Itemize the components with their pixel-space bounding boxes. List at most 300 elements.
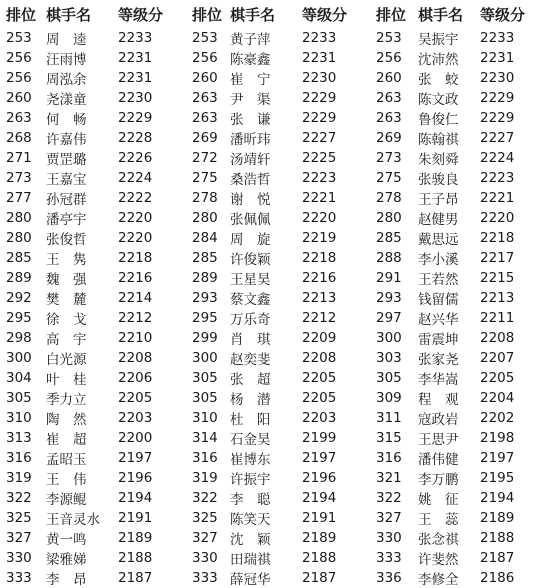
rank-cell: 316 [376, 450, 402, 466]
rank-cell: 298 [6, 330, 32, 346]
rating-cell: 2208 [480, 330, 515, 346]
rank-cell: 305 [192, 370, 218, 386]
rating-cell: 2229 [302, 90, 337, 106]
player-name-cell: 寇政岩 [418, 412, 459, 428]
rank-cell: 268 [6, 130, 32, 146]
rating-cell: 2205 [302, 370, 337, 386]
player-name-cell: 许俊颖 [230, 252, 271, 268]
rank-cell: 288 [376, 250, 402, 266]
table-row [370, 188, 534, 208]
rank-header: 排位 [192, 5, 223, 24]
table-row [0, 348, 186, 368]
table-row [370, 548, 534, 568]
player-name-cell: 潘亭宇 [46, 212, 87, 228]
table-row [186, 168, 370, 188]
table-row [370, 388, 534, 408]
table-row [370, 468, 534, 488]
table-row [186, 428, 370, 448]
player-name-cell: 李 聪 [230, 492, 271, 508]
rank-cell: 322 [376, 490, 402, 506]
rating-cell: 2187 [302, 570, 337, 586]
rating-cell: 2233 [302, 30, 337, 46]
rating-cell: 2195 [480, 470, 515, 486]
player-name-cell: 张家尧 [418, 352, 459, 368]
player-name-cell: 姚 征 [418, 492, 459, 508]
rank-cell: 263 [376, 110, 402, 126]
player-name-cell: 程 观 [418, 392, 459, 408]
rank-cell: 327 [376, 510, 402, 526]
player-name-cell: 许振宇 [230, 472, 271, 488]
rank-cell: 273 [6, 170, 32, 186]
player-name-cell: 王星昊 [230, 272, 271, 288]
rank-cell: 284 [192, 230, 218, 246]
table-row [0, 228, 186, 248]
rank-cell: 299 [192, 330, 218, 346]
player-name-cell: 李源鲲 [46, 492, 87, 508]
rank-cell: 309 [376, 390, 402, 406]
rating-cell: 2213 [480, 290, 515, 306]
rank-cell: 333 [376, 550, 402, 566]
table-row [370, 488, 534, 508]
rank-cell: 260 [192, 70, 218, 86]
rating-cell: 2224 [480, 150, 515, 166]
table-row [186, 208, 370, 228]
player-name-cell: 鲁俊仁 [418, 112, 459, 128]
player-name-cell: 钱留儒 [418, 292, 459, 308]
table-row [186, 48, 370, 68]
table-row [370, 508, 534, 528]
table-row [186, 568, 370, 588]
rank-cell: 289 [192, 270, 218, 286]
rating-cell: 2205 [118, 390, 153, 406]
rank-cell: 278 [192, 190, 218, 206]
player-name-cell: 张 超 [230, 372, 271, 388]
score-header: 等级分 [118, 5, 164, 24]
player-name-cell: 高 宇 [46, 332, 87, 348]
rating-cell: 2194 [480, 490, 515, 506]
rank-cell: 272 [192, 150, 218, 166]
table-row [0, 68, 186, 88]
table-row [186, 268, 370, 288]
player-name-cell: 尧漾童 [46, 92, 87, 108]
player-name-cell: 李 昂 [46, 572, 87, 588]
table-row [186, 488, 370, 508]
rank-cell: 275 [192, 170, 218, 186]
rating-cell: 2212 [302, 310, 337, 326]
rating-cell: 2221 [302, 190, 337, 206]
rank-cell: 330 [376, 530, 402, 546]
table-row [370, 528, 534, 548]
rank-header: 排位 [6, 5, 37, 24]
table-row [186, 28, 370, 48]
player-name-cell: 周 旋 [230, 232, 271, 248]
rating-cell: 2191 [302, 510, 337, 526]
player-name-cell: 王 蕊 [418, 512, 459, 528]
name-header: 棋手名 [46, 5, 92, 24]
rank-cell: 253 [6, 30, 32, 46]
player-name-cell: 许嘉伟 [46, 132, 87, 148]
table-row [186, 368, 370, 388]
player-name-cell: 薛冠华 [230, 572, 271, 588]
rating-cell: 2223 [302, 170, 337, 186]
rank-cell: 316 [6, 450, 32, 466]
player-name-cell: 陈文政 [418, 92, 459, 108]
table-row [370, 348, 534, 368]
table-row [370, 308, 534, 328]
column-group-3 [370, 0, 534, 588]
table-row [370, 268, 534, 288]
table-row [0, 188, 186, 208]
table-row [186, 88, 370, 108]
table-row [0, 388, 186, 408]
rating-cell: 2210 [118, 330, 153, 346]
rating-cell: 2213 [302, 290, 337, 306]
score-header: 等级分 [302, 5, 348, 24]
rank-header: 排位 [376, 5, 407, 24]
rating-cell: 2197 [480, 450, 515, 466]
player-name-cell: 谢 悦 [230, 192, 271, 208]
rating-cell: 2216 [118, 270, 153, 286]
rating-cell: 2187 [118, 570, 153, 586]
player-name-cell: 王 隽 [46, 252, 87, 268]
player-name-cell: 崔博东 [230, 452, 271, 468]
rating-cell: 2214 [118, 290, 153, 306]
rating-cell: 2226 [118, 150, 153, 166]
player-name-cell: 陶 然 [46, 412, 87, 428]
rank-cell: 325 [6, 510, 32, 526]
rating-cell: 2203 [302, 410, 337, 426]
table-row [186, 68, 370, 88]
rank-cell: 293 [192, 290, 218, 306]
rating-cell: 2198 [480, 430, 515, 446]
player-name-cell: 潘伟健 [418, 452, 459, 468]
rank-cell: 322 [6, 490, 32, 506]
player-name-cell: 李华嵩 [418, 372, 459, 388]
rating-cell: 2188 [480, 530, 515, 546]
player-name-cell: 梁雅娣 [46, 552, 87, 568]
player-name-cell: 周泓余 [46, 72, 87, 88]
table-row [0, 108, 186, 128]
rank-cell: 305 [6, 390, 32, 406]
player-name-cell: 黄一鸣 [46, 532, 87, 548]
rating-cell: 2229 [302, 110, 337, 126]
player-name-cell: 雷震坤 [418, 332, 459, 348]
rank-cell: 330 [6, 550, 32, 566]
rating-cell: 2225 [302, 150, 337, 166]
player-name-cell: 汤靖轩 [230, 152, 271, 168]
rank-cell: 304 [6, 370, 32, 386]
player-name-cell: 张 谦 [230, 112, 271, 128]
table-row [0, 148, 186, 168]
rating-cell: 2220 [118, 210, 153, 226]
rating-cell: 2218 [480, 230, 515, 246]
player-name-cell: 田瑞祺 [230, 552, 271, 568]
table-row [370, 328, 534, 348]
rating-cell: 2205 [480, 370, 515, 386]
rank-cell: 280 [192, 210, 218, 226]
player-name-cell: 潘昕玮 [230, 132, 271, 148]
table-row [0, 508, 186, 528]
table-row [370, 88, 534, 108]
table-row [370, 168, 534, 188]
player-name-cell: 吴振宇 [418, 32, 459, 48]
name-header: 棋手名 [418, 5, 464, 24]
rank-cell: 327 [192, 530, 218, 546]
player-name-cell: 李小溪 [418, 252, 459, 268]
player-name-cell: 王音灵水 [46, 512, 100, 528]
player-name-cell: 李修全 [418, 572, 459, 588]
rating-cell: 2230 [118, 90, 153, 106]
rank-cell: 269 [376, 130, 402, 146]
table-row [370, 568, 534, 588]
player-name-cell: 赵奕斐 [230, 352, 271, 368]
table-row [186, 188, 370, 208]
player-name-cell: 万乐奇 [230, 312, 271, 328]
rank-cell: 269 [192, 130, 218, 146]
rank-cell: 285 [192, 250, 218, 266]
rating-cell: 2209 [302, 330, 337, 346]
rating-cell: 2233 [480, 30, 515, 46]
player-name-cell: 赵兴华 [418, 312, 459, 328]
table-row [370, 128, 534, 148]
rating-cell: 2230 [480, 70, 515, 86]
rating-cell: 2208 [302, 350, 337, 366]
table-row [370, 428, 534, 448]
table-row [186, 508, 370, 528]
score-header: 等级分 [480, 5, 526, 24]
table-row [0, 48, 186, 68]
rating-cell: 2221 [480, 190, 515, 206]
player-name-cell: 贾罡璐 [46, 152, 87, 168]
rank-cell: 297 [376, 310, 402, 326]
player-name-cell: 陈豪鑫 [230, 52, 271, 68]
table-row [370, 108, 534, 128]
rank-cell: 333 [6, 570, 32, 586]
table-row [370, 148, 534, 168]
table-row [370, 408, 534, 428]
rank-cell: 293 [376, 290, 402, 306]
player-name-cell: 张 蛟 [418, 72, 459, 88]
rank-cell: 314 [192, 430, 218, 446]
rating-cell: 2229 [480, 110, 515, 126]
player-name-cell: 张佩佩 [230, 212, 271, 228]
rank-cell: 263 [192, 90, 218, 106]
rating-cell: 2186 [480, 570, 515, 586]
rating-cell: 2231 [480, 50, 515, 66]
player-name-cell: 蔡文鑫 [230, 292, 271, 308]
rating-cell: 2205 [302, 390, 337, 406]
table-row [0, 488, 186, 508]
rank-cell: 300 [6, 350, 32, 366]
rating-cell: 2197 [302, 450, 337, 466]
player-name-cell: 沈 颖 [230, 532, 271, 548]
rating-cell: 2223 [480, 170, 515, 186]
rating-cell: 2231 [118, 50, 153, 66]
rating-cell: 2212 [118, 310, 153, 326]
rank-cell: 289 [6, 270, 32, 286]
table-row [186, 108, 370, 128]
player-name-cell: 陈笑天 [230, 512, 271, 528]
rating-cell: 2218 [118, 250, 153, 266]
table-row [0, 568, 186, 588]
player-name-cell: 王子昂 [418, 192, 459, 208]
table-row [0, 328, 186, 348]
table-row [0, 88, 186, 108]
rating-cell: 2211 [480, 310, 515, 326]
table-row [0, 268, 186, 288]
table-row [186, 228, 370, 248]
rating-cell: 2220 [302, 210, 337, 226]
table-row [0, 288, 186, 308]
player-name-cell: 戴思远 [418, 232, 459, 248]
rating-cell: 2215 [480, 270, 515, 286]
player-name-cell: 李万鹏 [418, 472, 459, 488]
rank-cell: 305 [192, 390, 218, 406]
rank-cell: 256 [192, 50, 218, 66]
table-row [0, 368, 186, 388]
rating-cell: 2219 [302, 230, 337, 246]
player-name-cell: 杜 阳 [230, 412, 271, 428]
player-name-cell: 赵健男 [418, 212, 459, 228]
rating-cell: 2220 [480, 210, 515, 226]
player-name-cell: 叶 桂 [46, 372, 87, 388]
rank-cell: 285 [6, 250, 32, 266]
rank-cell: 280 [6, 230, 32, 246]
table-row [370, 228, 534, 248]
table-row [186, 448, 370, 468]
rating-cell: 2206 [118, 370, 153, 386]
table-row [370, 248, 534, 268]
rank-cell: 291 [376, 270, 402, 286]
rating-cell: 2197 [118, 450, 153, 466]
player-name-cell: 陈翰祺 [418, 132, 459, 148]
table-row [0, 528, 186, 548]
rank-cell: 316 [192, 450, 218, 466]
table-row [370, 288, 534, 308]
rating-cell: 2200 [118, 430, 153, 446]
table-row [0, 168, 186, 188]
player-name-cell: 肖 琪 [230, 332, 271, 348]
rank-cell: 313 [6, 430, 32, 446]
rating-cell: 2231 [302, 50, 337, 66]
rank-cell: 280 [376, 210, 402, 226]
table-row [186, 388, 370, 408]
rank-cell: 295 [192, 310, 218, 326]
rank-cell: 311 [376, 410, 402, 426]
table-row [186, 468, 370, 488]
header-row [0, 0, 186, 28]
rating-cell: 2203 [118, 410, 153, 426]
player-name-cell: 张骏良 [418, 172, 459, 188]
rank-cell: 327 [6, 530, 32, 546]
table-row [0, 548, 186, 568]
rank-cell: 336 [376, 570, 402, 586]
player-name-cell: 朱刻舜 [418, 152, 459, 168]
rank-cell: 256 [6, 70, 32, 86]
name-header: 棋手名 [230, 5, 276, 24]
rank-cell: 315 [376, 430, 402, 446]
rank-cell: 325 [192, 510, 218, 526]
rating-cell: 2233 [118, 30, 153, 46]
rank-cell: 253 [192, 30, 218, 46]
rating-cell: 2191 [118, 510, 153, 526]
rating-cell: 2231 [118, 70, 153, 86]
rank-cell: 321 [376, 470, 402, 486]
table-row [0, 28, 186, 48]
rank-cell: 285 [376, 230, 402, 246]
player-name-cell: 樊 麓 [46, 292, 87, 308]
player-name-cell: 周 逵 [46, 32, 87, 48]
player-name-cell: 孙冠群 [46, 192, 87, 208]
header-row [370, 0, 534, 28]
rank-cell: 256 [376, 50, 402, 66]
player-name-cell: 王嘉宝 [46, 172, 87, 188]
rank-cell: 253 [376, 30, 402, 46]
player-name-cell: 魏 强 [46, 272, 87, 288]
rank-cell: 310 [6, 410, 32, 426]
player-name-cell: 黄子萍 [230, 32, 271, 48]
player-name-cell: 汪雨博 [46, 52, 87, 68]
rank-cell: 295 [6, 310, 32, 326]
rating-cell: 2194 [302, 490, 337, 506]
table-row [186, 288, 370, 308]
rating-cell: 2196 [118, 470, 153, 486]
rating-cell: 2229 [118, 110, 153, 126]
rank-cell: 278 [376, 190, 402, 206]
rank-cell: 292 [6, 290, 32, 306]
rating-cell: 2188 [118, 550, 153, 566]
rank-cell: 330 [192, 550, 218, 566]
player-name-cell: 石金昊 [230, 432, 271, 448]
rating-cell: 2222 [118, 190, 153, 206]
player-name-cell: 孟昭玉 [46, 452, 87, 468]
table-row [370, 368, 534, 388]
rating-cell: 2194 [118, 490, 153, 506]
rank-cell: 322 [192, 490, 218, 506]
table-row [0, 308, 186, 328]
rank-cell: 263 [6, 110, 32, 126]
player-name-cell: 王 伟 [46, 472, 87, 488]
table-row [186, 348, 370, 368]
player-name-cell: 何 畅 [46, 112, 87, 128]
player-name-cell: 王若然 [418, 272, 459, 288]
rank-cell: 310 [192, 410, 218, 426]
rating-cell: 2199 [302, 430, 337, 446]
rank-cell: 300 [376, 330, 402, 346]
rank-cell: 319 [6, 470, 32, 486]
player-name-cell: 张俊哲 [46, 232, 87, 248]
table-row [0, 128, 186, 148]
rating-cell: 2227 [480, 130, 515, 146]
rating-cell: 2202 [480, 410, 515, 426]
rating-cell: 2189 [480, 510, 515, 526]
table-row [186, 408, 370, 428]
player-name-cell: 徐 戈 [46, 312, 87, 328]
table-row [0, 428, 186, 448]
table-row [370, 48, 534, 68]
table-row [370, 68, 534, 88]
player-name-cell: 崔 宁 [230, 72, 271, 88]
rating-cell: 2188 [302, 550, 337, 566]
rank-cell: 300 [192, 350, 218, 366]
table-row [0, 248, 186, 268]
rank-cell: 305 [376, 370, 402, 386]
rank-cell: 333 [192, 570, 218, 586]
rating-cell: 2204 [480, 390, 515, 406]
player-name-cell: 白光源 [46, 352, 87, 368]
rating-cell: 2187 [480, 550, 515, 566]
player-name-cell: 季力立 [46, 392, 87, 408]
